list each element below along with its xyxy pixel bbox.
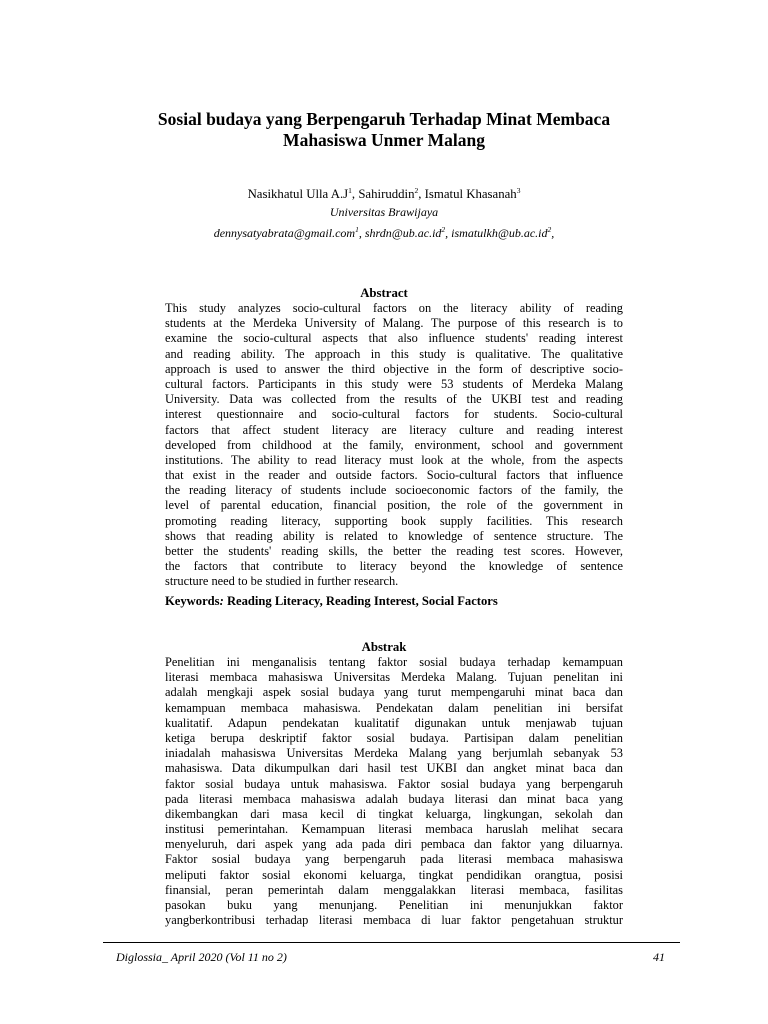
journal-footer: Diglossia_ April 2020 (Vol 11 no 2) [116,950,287,964]
text-line: level of parental education, financial position, the role of the government in [165,498,623,513]
author-name: Ismatul Khasanah [424,187,517,201]
text-line: adalah mengkaji aspek sosial budaya yang turut mempengaruhi minat baca dan [165,685,623,700]
text-line: and reading ability. The approach in this study is qualitative. The qualitative [165,346,623,361]
author-mark: 2 [414,186,419,195]
text-line: Faktor sosial budaya yang berpengaruh pada literasi membaca mahasiswa [165,852,623,867]
abstract-heading: Abstract [360,286,408,300]
text-line: iniadalah mahasiswa Universitas Merdeka Malang yang berjumlah sebanyak 53 [165,746,623,761]
text-line: structure need to be studied in further research. [165,574,399,589]
text-line: the reading literacy of students include socioeconomic factors of the family, the [165,483,623,498]
text-line: cultural factors. Participants in this study were 53 students of Merdeka Malang [165,376,623,391]
abstrak-body [165,655,623,928]
title-line-2: Mahasiswa Unmer Malang [283,130,485,150]
text-line: menyeluruh, dari aspek yang ada pada diri pembaca dan faktor yang diluarnya. [165,837,623,852]
text-line: interest questionnaire and socio-cultural factors for students. Socio-cultural [165,407,623,422]
email-list: dennysatyabrata@gmail.com$^1$, $shrdn@ub.ac.id^2$, $ismatulkh@ub.ac.id^2$, [213,225,555,240]
abstrak-heading: Abstrak [361,640,407,654]
text-line: institutions. The ability to read literacy must look at the whole, from the aspects [165,452,623,467]
text-line: promoting reading literacy, supporting book supply facilities. This research [165,513,623,528]
text-line: the factors that contribute to literacy beyond the knowledge of sentence [165,559,623,574]
text-line: This study analyzes socio-cultural factors on the literacy ability of reading [165,301,623,315]
text-line: approach is used to answer the third objective in the form of descriptive socio- [165,361,623,376]
text-line: that exist in the reader and outside factors. Socio-cultural factors that influence [165,468,623,483]
text-line: kualitatif. Adapun pendekatan kualitatif digunakan untuk menjawab tujuan [165,715,623,730]
author-list: Nasikhatul Ulla $A.J^1$, Sahiruddin$^2$, Ismatul Khasanah$^3$ [247,186,521,201]
title-line-1: Sosial budaya yang Berpengaruh Terhadap Minat Membaca [157,109,611,129]
keywords-colon: : [219,594,224,608]
keywords-label: Keywords [165,594,220,608]
page-number: 41 [653,950,665,964]
email-address: ismatulkh@ub.ac.id [451,226,548,240]
text-line: ketiga berupa deskriptif faktor sosial budaya. Partisipan dalam penelitian [165,730,623,745]
text-line: pasokan buku yang menunjang. Penelitian ini menunjukkan faktor [165,898,623,912]
text-line: factors that affect student literacy are literacy culture and reading interest [165,422,623,437]
keywords [165,594,623,609]
text-line: yangberkontribusi terhadap literasi membaca di luar faktor pengetahuan struktur [165,913,623,928]
author-mark: 3 [516,186,521,195]
author-name: Sahiruddin [358,187,415,201]
author-name: Nasikhatul Ulla A.J [247,187,349,201]
email-address: shrdn@ub.ac.id [364,226,442,240]
text-line: kemampuan membaca mahasiswa. Pendekatan dalam penelitian ini bersifat [165,700,623,715]
text-line: literasi membaca mahasiswa Universitas Merdeka Malang. Tujuan penelitan ini [165,670,623,685]
email-mark: 2 [441,225,446,234]
text-line: faktor sosial budaya untuk mahasiswa. Faktor sosial budaya yang berpengaruh [165,776,623,791]
abstract-body [165,301,623,590]
text-line: dikembangkan dari masa kecil di tingkat keluarga, lingkungan, sekolah dan [165,806,623,821]
paper-title [0,109,768,151]
text-line: students at the Merdeka University of Malang. The purpose of this research is to [165,316,623,331]
email-mark: 2 [547,225,552,234]
affiliation: Universitas Brawijaya [329,205,439,219]
keywords-text: Reading Literacy, Reading Interest, Social Factors [226,594,498,608]
text-line: mahasiswa. Data dikumpulkan dari hasil test UKBI dan angket minat baca dan [165,761,623,776]
text-line: meliputi faktor sosial ekonomi keluarga, tingkat pendidikan orangtua, posisi [165,867,623,882]
text-line: University. Data was collected from the results of the UKBI test and reading [165,392,623,407]
author-mark: 1 [348,186,352,195]
text-line: shows that reading ability is related to knowledge of sentence structure. The [165,528,623,543]
text-line: developed from childhood at the family, environment, school and government [165,437,623,452]
text-line: examine the socio-cultural aspects that also influence students' reading interest [165,331,623,346]
text-line: pada literasi membaca mahasiswa adalah budaya literasi dan minat baca yang [165,791,623,806]
text-line: better the students' reading skills, the better the reading test scores. However, [165,544,623,558]
text-line: Penelitian ini menganalisis tentang faktor sosial budaya terhadap kemampuan [165,655,623,669]
footer-divider [103,942,680,943]
email-address: dennysatyabrata@gmail.com [213,226,356,240]
text-line: finansial, peran pemerintah dalam menggalakkan literasi membaca, fasilitas [165,882,623,897]
text-line: institusi pemerintahan. Kemampuan literasi membaca haruslah melihat secara [165,822,623,837]
email-mark: 1 [355,225,359,234]
